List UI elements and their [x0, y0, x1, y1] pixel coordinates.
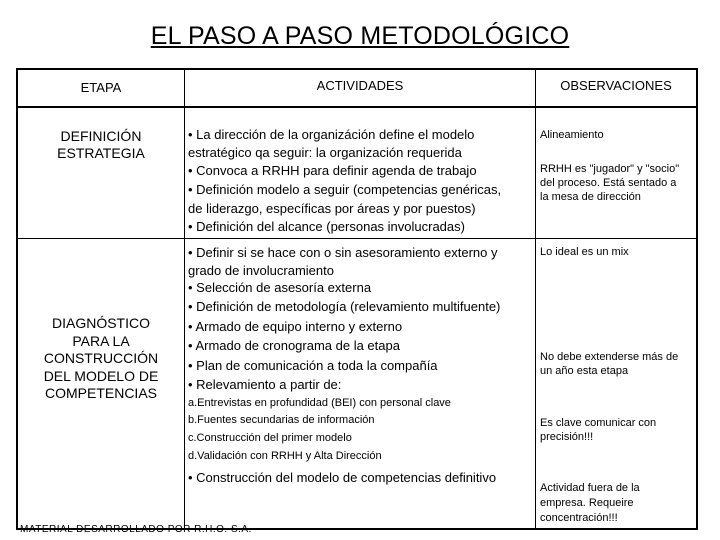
activity-line: • Definir si se hace con o sin asesoramiento externo y: [188, 245, 498, 260]
activity-line: • Definición modelo a seguir (competencias genéricas,: [188, 182, 502, 197]
sub-item: c.Construcción del primer modelo: [188, 431, 352, 444]
etapa-line: DIAGNÓSTICO: [51, 315, 150, 331]
activity-line: • Armado de cronograma de la etapa: [188, 338, 400, 353]
observacion-comunicar: [540, 416, 696, 444]
observation-line: empresa. Requeire: [540, 497, 634, 509]
etapa-line: DEL MODELO DE: [43, 367, 159, 384]
observation-line: No debe extenderse más de: [540, 351, 679, 363]
activity-line: • Relevamiento a partir de:: [188, 377, 342, 392]
observation-line: un año esta etapa: [540, 365, 629, 377]
column-divider: [184, 70, 185, 528]
activity-line: • Convoca a RRHH para definir agenda de trabajo: [188, 162, 477, 178]
header-divider: [18, 106, 696, 108]
activity-line: • Definición del alcance (personas involucradas): [188, 218, 465, 234]
observation-line: Lo ideal es un mix: [540, 246, 629, 258]
observation-line: precisión!!!: [540, 431, 594, 443]
observation-line: RRHH es "jugador" y "socio": [540, 163, 680, 175]
activity-line: • Selección de asesoría externa: [188, 279, 372, 295]
observacion-rrhh-socio: [540, 162, 696, 204]
observation-line: la mesa de dirección: [540, 191, 641, 203]
sub-item: b.Fuentes secundarias de información: [188, 414, 375, 427]
activity-line: grado de involucramiento: [188, 262, 334, 278]
activity-line: • Construcción del modelo de competencias definitivo: [188, 470, 497, 486]
etapa-line: COMPETENCIAS: [44, 385, 157, 401]
sub-item: a.Entrevistas en profundidad (BEI) con personal clave: [188, 396, 451, 409]
activity-line: • Definición de metodología (relevamiento multifuente): [188, 299, 501, 314]
activity-line: • Plan de comunicación a toda la compañía: [188, 357, 438, 373]
row-divider: [18, 238, 696, 239]
etapa-definicion-estrategia: [18, 128, 184, 162]
observacion-duracion: [540, 350, 696, 378]
actividades-row2: [188, 243, 533, 488]
etapa-diagnostico: [18, 315, 184, 403]
etapa-line: ESTRATEGIA: [57, 145, 145, 161]
observation-line: Es clave comunicar con: [540, 417, 657, 429]
etapa-line: CONSTRUCCIÓN: [43, 350, 159, 366]
observacion-actividad-fuera: [540, 481, 696, 526]
observacion-mix: [540, 245, 696, 259]
actividades-row1: [188, 125, 533, 236]
sub-item: d.Validación con RRHH y Alta Dirección: [188, 449, 382, 462]
observation-line: Actividad fuera de la: [540, 482, 640, 494]
observation-line: del proceso. Está sentado a: [540, 177, 677, 189]
footer-credit: MATERIAL DESARROLLADO POR R.H.O. S.A.: [20, 524, 252, 535]
header-actividades: ACTIVIDADES: [316, 78, 404, 93]
column-divider: [535, 70, 536, 528]
activity-line: • La dirección de la organizáción define el modelo: [188, 127, 475, 142]
activity-line: • Armado de equipo interno y externo: [188, 318, 403, 334]
observation-line: Alineamiento: [540, 129, 604, 141]
observacion-alineamiento: [540, 128, 696, 142]
activity-line: de liderazgo, específicas por áreas y por puestos): [188, 200, 476, 216]
page-title: EL PASO A PASO METODOLÓGICO: [150, 22, 570, 50]
etapa-line: PARA LA: [72, 332, 130, 349]
header-observaciones: OBSERVACIONES: [560, 78, 672, 93]
methodology-table: [16, 68, 698, 530]
observation-line: concentración!!!: [540, 512, 618, 524]
etapa-line: DEFINICIÓN: [60, 128, 142, 144]
activity-line: estratégico qa seguir: la organización requerida: [188, 144, 462, 160]
header-etapa: ETAPA: [80, 80, 122, 95]
